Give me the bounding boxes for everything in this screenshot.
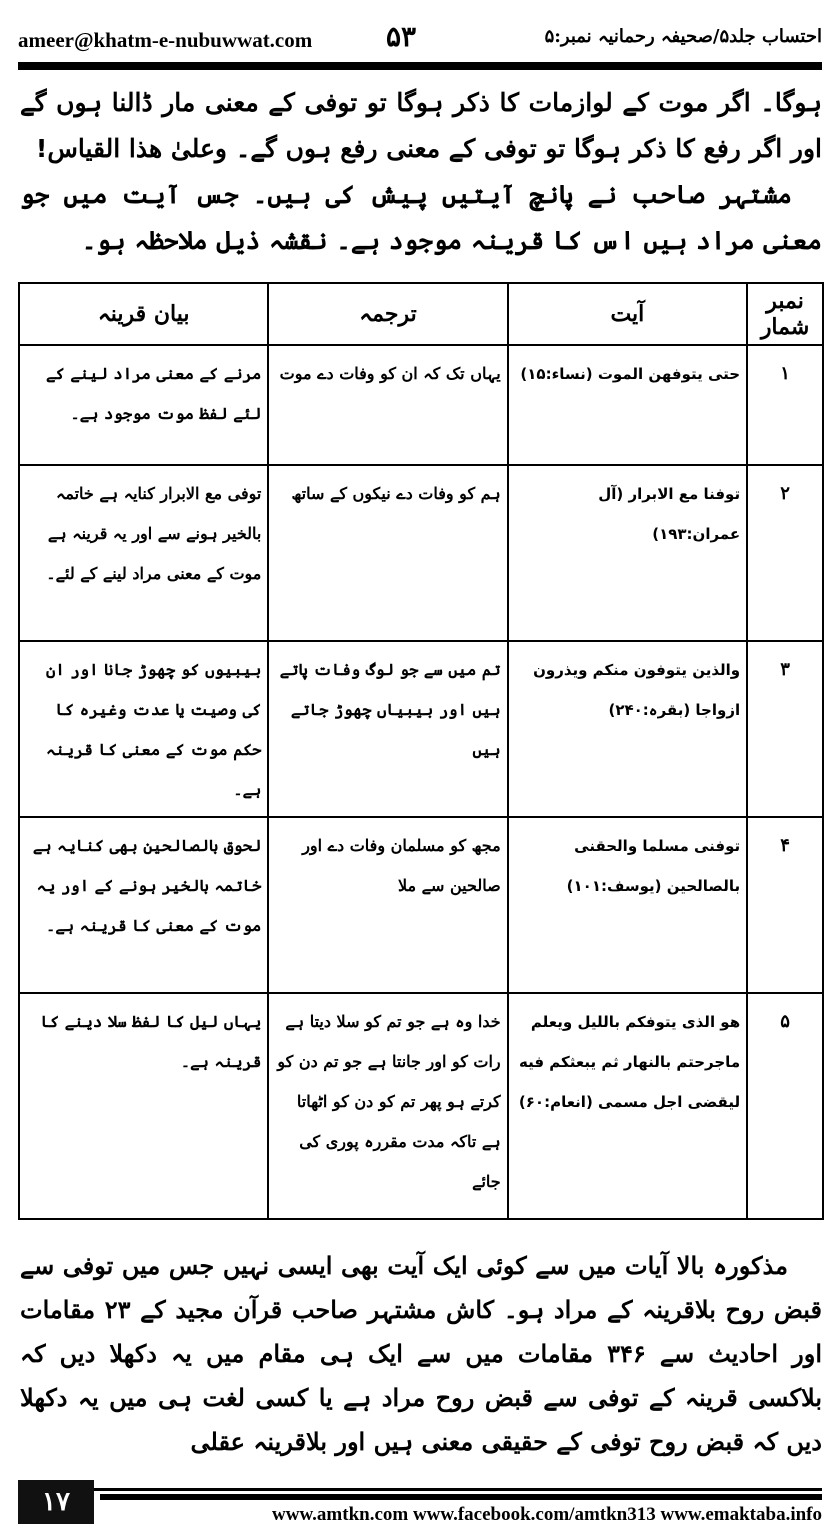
row-qarina: یہاں لیل کا لفظ سلا دینے کا قرینہ ہے۔ bbox=[19, 993, 268, 1219]
book-title: احتساب جلد۵/صحیفہ رحمانیہ نمبر:۵ bbox=[544, 26, 822, 47]
row-number: ۳ bbox=[747, 641, 823, 817]
row-tarjuma: ہم کو وفات دے نیکوں کے ساتھ bbox=[268, 465, 507, 641]
ayat-table bbox=[18, 282, 824, 1220]
row-ayat: هو الذی یتوفکم باللیل ویعلم ماجرحتم بالنهار ثم یبعثکم فیه لیقضی اجل مسمی (انعام:۶۰) bbox=[508, 993, 747, 1219]
row-qarina: توفی مع الابرار کنایہ ہے خاتمہ بالخیر ہونے سے اور یہ قرینہ ہے موت کے معنی مراد لینے کے لئے۔ bbox=[19, 465, 268, 641]
table-row bbox=[19, 817, 823, 993]
row-number: ۴ bbox=[747, 817, 823, 993]
row-tarjuma: مجھ کو مسلمان وفات دے اور صالحین سے ملا bbox=[268, 817, 507, 993]
header-email[interactable]: ameer@khatm-e-nubuwwat.com bbox=[18, 28, 313, 52]
table-header-row bbox=[19, 283, 823, 345]
header-number: نمبر شمار bbox=[747, 283, 823, 345]
intro-arabic-phrase: وعلیٰ هذا القیاس bbox=[47, 134, 227, 163]
header-qarina: بیان قرینہ bbox=[19, 283, 268, 345]
footer-links[interactable]: www.amtkn.com www.facebook.com/amtkn313 www.emaktaba.info bbox=[272, 1504, 822, 1525]
row-qarina: لحوق بالصالحین بھی کنایہ ہے خاتمہ بالخیر ہونے کے اور یہ موت کے معنی کا قرینہ ہے۔ bbox=[19, 817, 268, 993]
row-tarjuma: یہاں تک کہ ان کو وفات دے موت bbox=[268, 345, 507, 465]
row-number: ۱ bbox=[747, 345, 823, 465]
row-ayat: والذین یتوفون منکم ویذرون ازواجا (بقرہ:۲۴۰) bbox=[508, 641, 747, 817]
page-number: ۵۳ bbox=[386, 20, 417, 53]
row-number: ۲ bbox=[747, 465, 823, 641]
footer-page-badge: ۱۷ bbox=[18, 1480, 94, 1524]
table-row bbox=[19, 641, 823, 817]
intro-exclamation: ! bbox=[35, 134, 48, 163]
row-ayat: توفنا مع الابرار (آل عمران:۱۹۳) bbox=[508, 465, 747, 641]
footer-divider-thick bbox=[100, 1494, 822, 1500]
row-ayat: حتی یتوفهن الموت (نساء:۱۵) bbox=[508, 345, 747, 465]
closing-text: مذکورہ بالا آیات میں سے کوئی ایک آیت بھی ایسی نہیں جس میں توفی سے قبض روح بلاقرینہ کے مراد ہو۔ کاش مشتہر صاحب قرآن مجید کے ۲۳ مقامات اور احادیث سے ۳۴۶ مقامات میں سے ایک ہی مقام میں یہ دکھلا دیں کہ بلاکسی قرینہ کے توفی سے قبض روح مراد ہے یا کسی لغت ہی میں یہ دکھلا دیں کہ قبض روح توفی کے حقیقی معنی ہیں اور بلاقرینہ عقلی bbox=[20, 1251, 822, 1456]
row-tarjuma: تم میں سے جو لوگ وفات پاتے ہیں اور بیبیاں چھوڑ جاتے ہیں bbox=[268, 641, 507, 817]
intro-paragraph bbox=[20, 80, 822, 264]
intro-line-1: ہوگا۔ اگر موت کے لوازمات کا ذکر ہوگا تو توفی کے معنی مار ڈالنا ہوں گے اور اگر رفع کا ذکر ہوگا تو توفی کے معنی رفع ہوں گے۔ bbox=[20, 88, 822, 163]
intro-line-2: مشتہر صاحب نے پانچ آیتیں پیش کی ہیں۔ جس آیت میں جو معنی مراد ہیں اس کا قرینہ موجود ہے۔ نقشہ ذیل ملاحظہ ہو۔ bbox=[20, 180, 822, 255]
row-number: ۵ bbox=[747, 993, 823, 1219]
table-row bbox=[19, 345, 823, 465]
page-header bbox=[18, 22, 822, 58]
row-qarina: مرنے کے معنی مراد لینے کے لئے لفظ موت موجود ہے۔ bbox=[19, 345, 268, 465]
footer-divider bbox=[18, 1488, 822, 1491]
header-tarjuma: ترجمہ bbox=[268, 283, 507, 345]
closing-paragraph bbox=[20, 1244, 822, 1464]
table-row bbox=[19, 465, 823, 641]
row-tarjuma: خدا وہ ہے جو تم کو سلا دیتا ہے رات کو اور جانتا ہے جو تم دن کو کرتے ہو پھر تم کو دن کو اٹھاتا ہے تاکہ مدت مقررہ پوری کی جائے bbox=[268, 993, 507, 1219]
row-ayat: توفنی مسلما والحقنی بالصالحین (یوسف:۱۰۱) bbox=[508, 817, 747, 993]
table-row bbox=[19, 993, 823, 1219]
header-divider bbox=[18, 62, 822, 70]
header-ayat: آیت bbox=[508, 283, 747, 345]
row-qarina: بیبیوں کو چھوڑ جانا اور ان کی وصیت یا عدت وغیرہ کا حکم موت کے معنی کا قرینہ ہے۔ bbox=[19, 641, 268, 817]
